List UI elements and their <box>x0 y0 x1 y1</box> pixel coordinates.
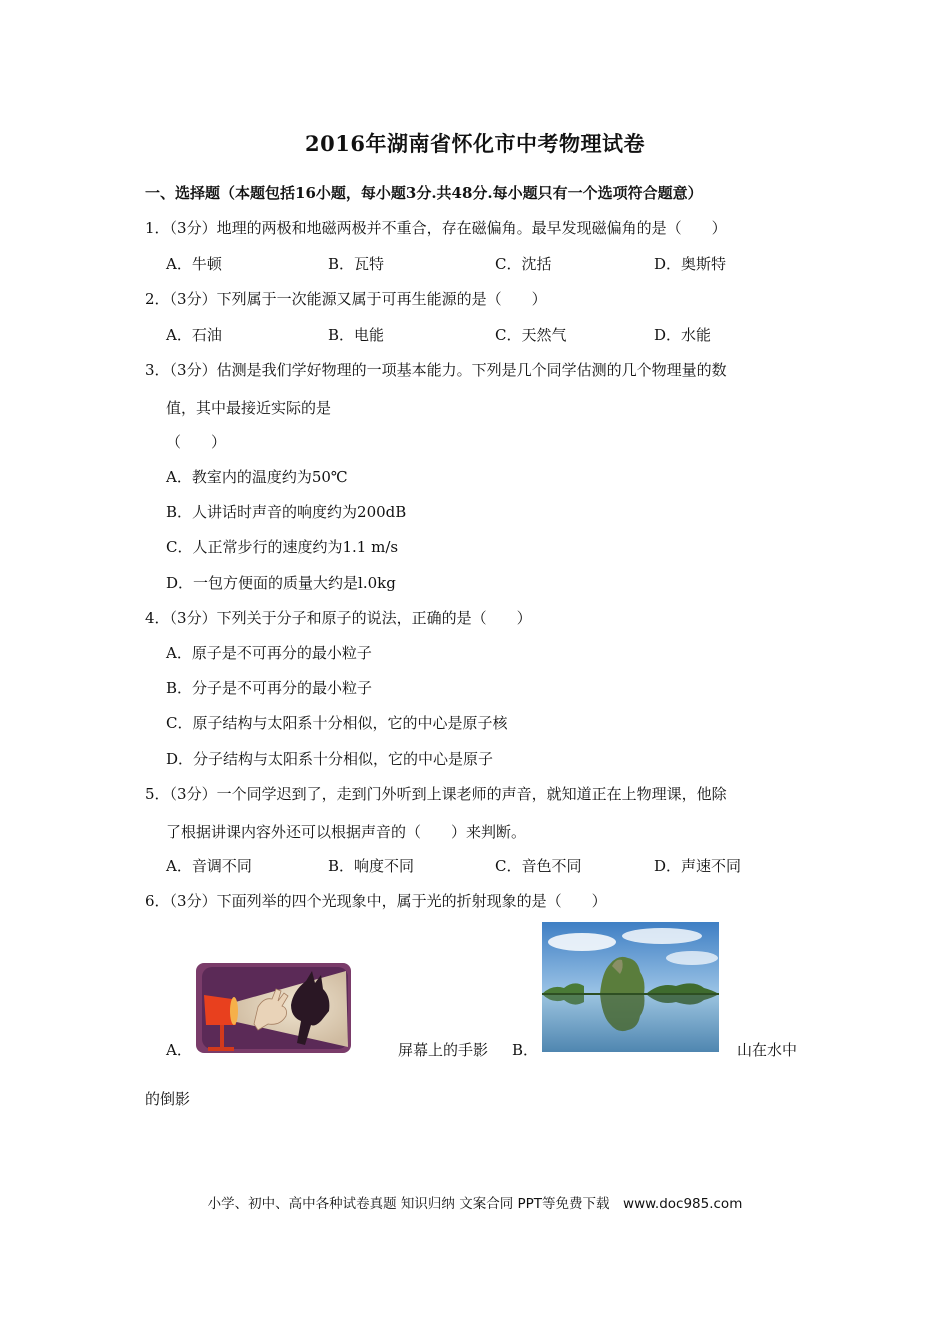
question-3-stem-line-3: （ ） <box>166 433 227 451</box>
question-2-option-c: C．天然气 <box>495 326 567 344</box>
question-5-option-d: D．声速不同 <box>654 857 742 875</box>
question-5-option-a: A．音调不同 <box>166 857 252 875</box>
question-4-option-a: A．原子是不可再分的最小粒子 <box>166 644 372 662</box>
mountain-reflection-image <box>542 922 719 1052</box>
question-6-option-a-label: A． <box>166 1041 192 1059</box>
question-1-option-d: D．奥斯特 <box>654 255 727 273</box>
question-5-option-c: C．音色不同 <box>495 857 582 875</box>
page-title: 2016年湖南省怀化市中考物理试卷 <box>305 131 645 156</box>
question-1-stem: 1．（3分）地理的两极和地磁两极并不重合，存在磁偏角。最早发现磁偏角的是（ ） <box>145 219 727 237</box>
question-2-stem: 2．（3分）下列属于一次能源又属于可再生能源的是（ ） <box>145 290 547 308</box>
question-2-option-d: D．水能 <box>654 326 712 344</box>
question-2-option-b: B．电能 <box>328 326 385 344</box>
question-5-stem-line-2: 了根据讲课内容外还可以根据声音的（ ）来判断。 <box>166 823 527 841</box>
question-1-option-b: B．瓦特 <box>328 255 385 273</box>
question-3-stem-line-1: 3．（3分）估测是我们学好物理的一项基本能力。下列是几个同学估测的几个物理量的数 <box>145 361 727 379</box>
question-4-stem: 4．（3分）下列关于分子和原子的说法，正确的是（ ） <box>145 609 532 627</box>
question-6-option-b-caption-line-1: 山在水中 <box>737 1041 798 1059</box>
hand-shadow-image <box>196 963 351 1053</box>
question-2-option-a: A．石油 <box>166 326 222 344</box>
section-heading: 一、选择题（本题包括16小题，每小题3分.共48分.每小题只有一个选项符合题意） <box>145 184 703 202</box>
question-6-stem: 6．（3分）下面列举的四个光现象中，属于光的折射现象的是（ ） <box>145 892 607 910</box>
question-3-option-c: C．人正常步行的速度约为1.1 m/s <box>166 538 399 556</box>
question-3-stem-line-2: 值，其中最接近实际的是 <box>166 399 332 417</box>
question-4-option-b: B．分子是不可再分的最小粒子 <box>166 679 373 697</box>
question-3-option-d: D．一包方便面的质量大约是l.0kg <box>166 574 396 592</box>
question-3-option-b: B．人讲话时声音的响度约为200dB <box>166 503 407 521</box>
question-5-stem-line-1: 5．（3分）一个同学迟到了，走到门外听到上课老师的声音，就知道正在上物理课，他除 <box>145 785 727 803</box>
question-4-option-d: D．分子结构与太阳系十分相似，它的中心是原子 <box>166 750 494 768</box>
question-6-option-b-caption-line-2: 的倒影 <box>145 1090 191 1108</box>
footer-text: 小学、初中、高中各种试卷真题 知识归纳 文案合同 PPT等免费下载 www.doc985.com <box>207 1196 743 1212</box>
question-3-option-a: A．教室内的温度约为50℃ <box>166 468 348 486</box>
question-4-option-c: C．原子结构与太阳系十分相似，它的中心是原子核 <box>166 714 508 732</box>
question-6-option-b-label: B． <box>512 1041 539 1059</box>
question-5-option-b: B．响度不同 <box>328 857 415 875</box>
question-6-option-a-caption: 屏幕上的手影 <box>398 1041 489 1059</box>
question-1-option-a: A．牛顿 <box>166 255 222 273</box>
question-1-option-c: C．沈括 <box>495 255 552 273</box>
